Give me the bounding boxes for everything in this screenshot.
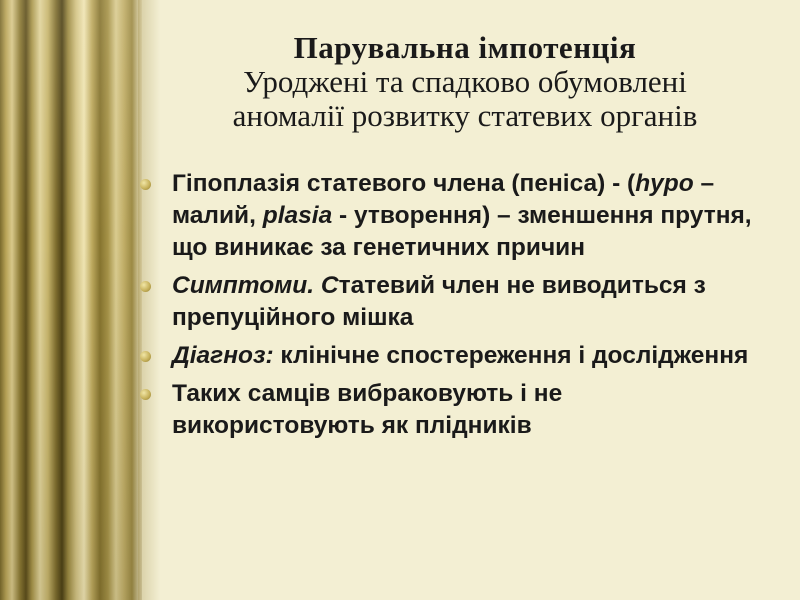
bullet-item-symptoms (140, 270, 760, 334)
text-run-italic: Симптоми. С (172, 272, 339, 299)
title-subtitle-line2: аномалії розвитку статевих органів (232, 98, 698, 133)
text-run-italic: plasia (262, 202, 333, 229)
slide-title (150, 30, 780, 133)
bullet-text (172, 380, 562, 439)
bullet-text (172, 272, 706, 331)
bullet-text (172, 170, 752, 261)
text-run-italic: Діагноз: (172, 342, 274, 369)
bullet-item-hypoplasia (140, 168, 760, 264)
text-run: клінічне спостереження і дослідження (273, 342, 749, 369)
text-run: татевий член не виводиться з препуційного мішка (172, 272, 706, 331)
bullet-dot-icon (140, 351, 151, 362)
pillar-shading (0, 0, 142, 600)
text-run: Таких самців вибраковують і не використовують як плідників (172, 380, 563, 439)
bullet-dot-icon (140, 179, 151, 190)
text-run: – малий, (172, 170, 715, 229)
bullet-item-diagnosis (140, 340, 760, 372)
bullet-dot-icon (140, 389, 151, 400)
bullet-text (172, 342, 748, 369)
text-run: - утворення) – зменшення прутня, що виникає за генетичних причин (172, 202, 752, 261)
bullet-list (140, 168, 760, 448)
title-subtitle-line1: Уроджені та спадково обумовлені (243, 64, 687, 99)
bullet-dot-icon (140, 281, 151, 292)
text-run: Гіпоплазія статевого члена (пеніса) - ( (172, 170, 636, 197)
bullet-item-culling (140, 378, 760, 442)
title-main: Парувальна імпотенція (293, 30, 637, 65)
text-run-italic: hypo (635, 170, 694, 197)
